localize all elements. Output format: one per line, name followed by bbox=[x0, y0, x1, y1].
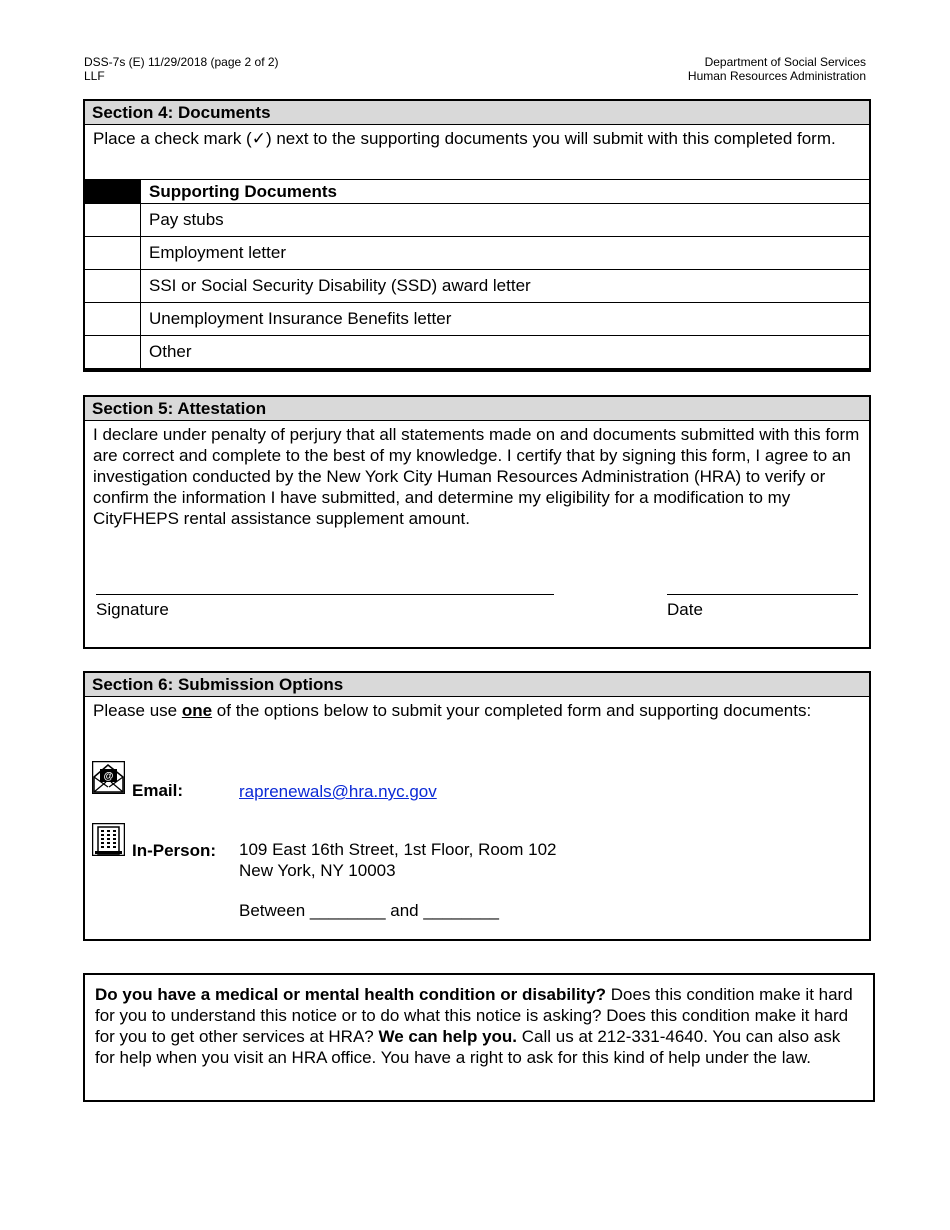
table-row bbox=[84, 204, 870, 237]
table-row bbox=[84, 237, 870, 270]
table-header-row bbox=[84, 180, 870, 204]
table-row bbox=[84, 336, 870, 370]
svg-text:@: @ bbox=[103, 771, 114, 782]
document-checkbox[interactable] bbox=[84, 303, 141, 336]
envelope-at-icon bbox=[92, 761, 125, 794]
section-attestation bbox=[83, 395, 871, 649]
notice-question: Do you have a medical or mental health condition or disability? bbox=[95, 985, 607, 1004]
column-header: Supporting Documents bbox=[141, 180, 871, 204]
email-address-link[interactable] bbox=[239, 781, 437, 802]
department-name: Department of Social Services bbox=[704, 55, 866, 69]
in-person-address bbox=[239, 839, 557, 881]
accessibility-notice bbox=[83, 973, 875, 1102]
section-submission-options bbox=[83, 671, 871, 941]
agency-name bbox=[688, 55, 866, 83]
document-label: Unemployment Insurance Benefits letter bbox=[141, 303, 871, 336]
document-label: Pay stubs bbox=[141, 204, 871, 237]
documents-instruction: Place a check mark (✓) next to the supporting documents you will submit with this completed form. bbox=[93, 129, 836, 148]
in-person-label: In-Person: bbox=[132, 841, 217, 860]
form-identifier bbox=[84, 55, 279, 83]
documents-table bbox=[83, 179, 871, 370]
date-label: Date bbox=[667, 600, 703, 619]
document-checkbox[interactable] bbox=[84, 204, 141, 237]
address-line-2: New York, NY 10003 bbox=[239, 861, 396, 880]
notice-text bbox=[85, 975, 873, 1068]
checkbox-column-header bbox=[84, 180, 141, 204]
between-hours: Between ________ and ________ bbox=[239, 901, 499, 920]
document-label: SSI or Social Security Disability (SSD) award letter bbox=[141, 270, 871, 303]
signature-line[interactable] bbox=[96, 594, 554, 595]
notice-help: We can help you. bbox=[378, 1027, 518, 1046]
intro-text: Please use bbox=[93, 701, 182, 720]
attestation-text: I declare under penalty of perjury that all statements made on and documents submitted with this form are correct and complete to the best of my knowledge. I certify that by signing this form, I agree to an investigation conducted by the New York City Human Resources Administration (HRA) to verify or confirm the information I have submitted, and determine my eligibility for a modification to my CityFHEPS rental assistance supplement amount. bbox=[93, 425, 860, 528]
table-row bbox=[84, 270, 870, 303]
building-icon bbox=[92, 823, 125, 856]
notice-contact: Call us at 212-331-4640. You can also ask for help when you visit an HRA office. You have a right to ask for this kind of help under the law. bbox=[95, 1027, 841, 1067]
document-checkbox[interactable] bbox=[84, 237, 141, 270]
submission-intro bbox=[85, 697, 869, 721]
document-checkbox[interactable] bbox=[84, 270, 141, 303]
form-id: DSS-7s (E) 11/29/2018 (page 2 of 2) bbox=[84, 55, 279, 69]
date-line[interactable] bbox=[667, 594, 858, 595]
signature-label: Signature bbox=[96, 600, 169, 619]
document-label: Employment letter bbox=[141, 237, 871, 270]
notice-body: Does this condition make it hard for you to understand this notice or to do what this notice is asking? Does this condition make it hard for you to get other services at HRA? bbox=[95, 985, 853, 1046]
section-title: Section 4: Documents bbox=[85, 101, 869, 125]
section-documents bbox=[83, 99, 871, 372]
section-title: Section 6: Submission Options bbox=[85, 673, 869, 697]
administration-name: Human Resources Administration bbox=[687, 69, 866, 83]
email-label: Email: bbox=[132, 781, 184, 800]
form-code: LLF bbox=[84, 69, 105, 83]
document-label: Other bbox=[141, 336, 871, 370]
section-title: Section 5: Attestation bbox=[85, 397, 869, 421]
document-checkbox[interactable] bbox=[84, 336, 141, 370]
address-line-1: 109 East 16th Street, 1st Floor, Room 102 bbox=[239, 840, 557, 859]
intro-text: of the options below to submit your completed form and supporting documents: bbox=[212, 701, 812, 720]
table-row bbox=[84, 303, 870, 336]
email-address[interactable]: raprenewals@hra.nyc.gov bbox=[239, 782, 437, 801]
intro-emphasis: one bbox=[181, 701, 213, 720]
